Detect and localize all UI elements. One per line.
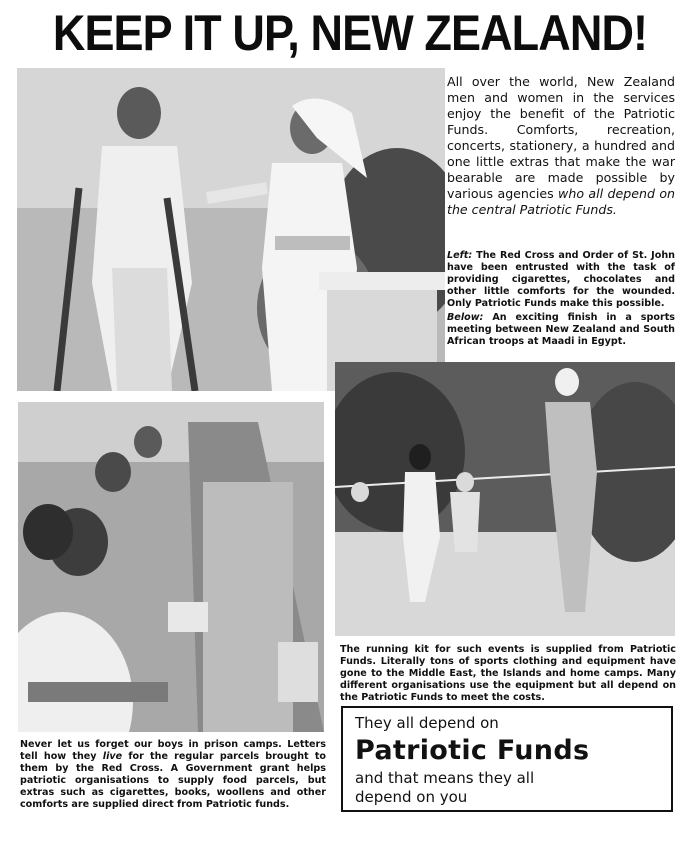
intro-emphasis: who all depend on the central Patriotic Funds. [447, 186, 676, 217]
caption-prison-camps [20, 739, 326, 811]
page-headline: KEEP IT UP, NEW ZEALAND! [52, 5, 648, 61]
caption-prison-after: for the regular parcels brought to them by the Red Cross. A Government grant helps patriotic organisations to supply food parcels, but extras such as cigarettes, books, woollens and other comforts are supplied direct from Patriotic funds. [20, 751, 326, 810]
caption-prison-emphasis: live [102, 751, 123, 762]
caption-left [447, 250, 675, 310]
caption-below-lead: Below: [447, 312, 484, 323]
caption-below-text: An exciting finish in a sports meeting between New Zealand and South African troops at Maadi in Egypt. [447, 312, 675, 347]
photo-soldier-and-nurse [17, 68, 445, 391]
callout-line-1: They all depend on [355, 714, 499, 732]
caption-below [447, 312, 675, 348]
patriotic-funds-callout [341, 706, 673, 812]
callout-line-2: and that means they all [355, 769, 535, 787]
photo-sports-race [335, 362, 675, 636]
caption-left-lead: Left: [447, 250, 473, 261]
caption-running-kit: The running kit for such events is supplied from Patriotic Funds. Literally tons of sports clothing and equipment have gone to the Middle East, the Islands and home camps. Many different organisations use the equipment but all depend on the Patriotic Funds to meet the costs. [340, 644, 676, 703]
callout-line-3: depend on you [355, 788, 468, 806]
caption-left-text: The Red Cross and Order of St. John have been entrusted with the task of providing cigarettes, chocolates and other little comforts for the wounded. Only Patriotic Funds make this possible. [447, 250, 675, 309]
intro-text: All over the world, New Zealand men and women in the services enjoy the benefit of the Patriotic Funds. Comforts, recreation, concerts, stationery, a hundred and one little extras that make the war bearable are made possible by various agencies [447, 74, 675, 201]
caption-prison-before: Never let us forget our boys in prison camps. Letters tell how they [20, 739, 326, 762]
callout-title: Patriotic Funds [355, 735, 590, 766]
intro-paragraph [447, 74, 675, 218]
photo-parcel-packing [18, 402, 324, 732]
